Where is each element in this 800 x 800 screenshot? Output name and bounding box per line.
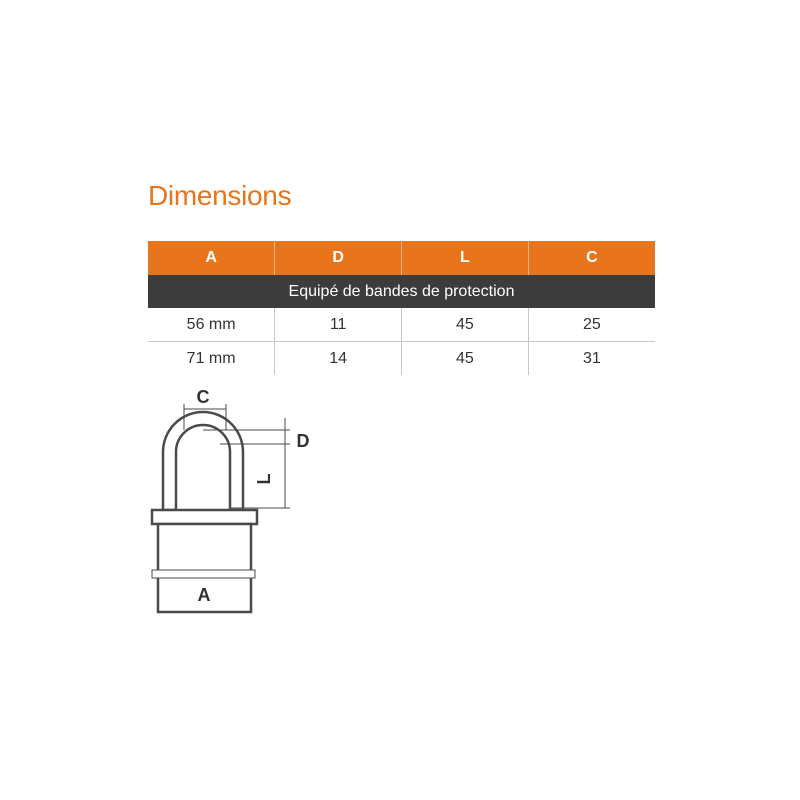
page-title: Dimensions bbox=[148, 180, 292, 211]
cell-l: 45 bbox=[402, 308, 529, 342]
cell-c: 31 bbox=[528, 342, 655, 376]
table-row bbox=[148, 342, 655, 376]
padlock-diagram-svg bbox=[140, 380, 340, 620]
padlock-dimension-diagram bbox=[140, 380, 340, 620]
subheader-label: Equipé de bandes de protection bbox=[148, 275, 655, 308]
table-header-row bbox=[148, 241, 655, 275]
dimensions-table bbox=[148, 241, 655, 375]
header-d: D bbox=[275, 241, 402, 275]
subheader-row bbox=[148, 275, 655, 308]
dimension-label-d: D bbox=[296, 431, 310, 451]
cell-d: 14 bbox=[275, 342, 402, 376]
header-c: C bbox=[528, 241, 655, 275]
cell-a: 71 mm bbox=[186, 349, 236, 367]
padlock-collar bbox=[152, 510, 257, 524]
dimension-label-c: C bbox=[196, 387, 210, 407]
header-l: L bbox=[402, 241, 529, 275]
cell-l: 45 bbox=[402, 342, 529, 376]
cell-a: 56 mm bbox=[148, 308, 275, 342]
header-a: A bbox=[148, 241, 275, 275]
cell-c: 25 bbox=[528, 308, 655, 342]
dimension-label-l: L bbox=[254, 473, 274, 485]
padlock-shackle-icon bbox=[163, 412, 243, 510]
cell-d: 11 bbox=[275, 308, 402, 342]
dimension-label-a: A bbox=[197, 585, 211, 605]
protection-band bbox=[152, 570, 255, 578]
table-row bbox=[148, 308, 655, 342]
